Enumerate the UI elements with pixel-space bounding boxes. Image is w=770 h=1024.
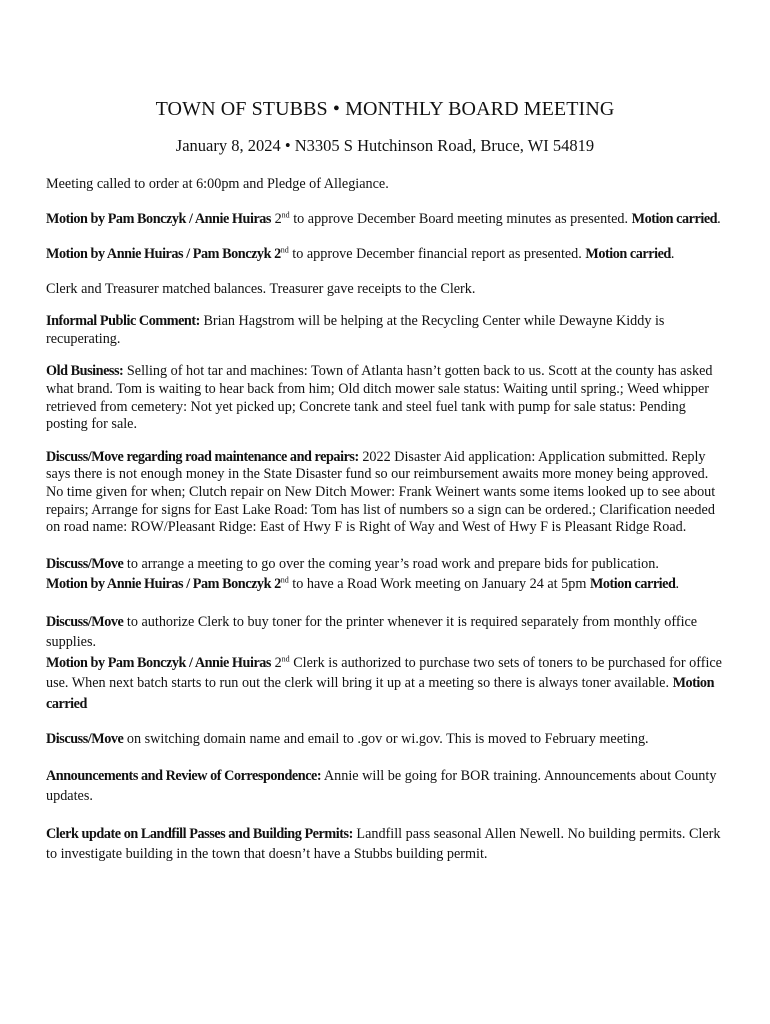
road-work [46, 554, 726, 595]
motion-result: Motion carried [46, 675, 715, 712]
motion-lead: Motion by Pam Bonczyk / Annie Huiras [46, 654, 272, 671]
section-label: Discuss/Move regarding road maintenance and repairs: [46, 448, 359, 465]
section-text: Landfill pass seasonal Allen Newell. No building permits. Clerk to investigate building in the town that doesn’t have a Stubbs building permit. [46, 825, 721, 863]
motion-result: Motion carried [631, 210, 718, 227]
section-text: on switching domain name and email to .gov or wi.gov. This is moved to February meeting. [123, 731, 649, 748]
section-label: Discuss/Move [46, 731, 124, 748]
clerk-update [46, 824, 726, 865]
motion-text: to approve December financial report as presented. [288, 246, 586, 263]
motion-financial [46, 246, 726, 264]
period: . [670, 246, 675, 263]
section-label: Discuss/Move [46, 555, 124, 572]
meeting-date-location: January 8, 2024 • N3305 S Hutchinson Road, Bruce, WI 54819 [175, 136, 595, 155]
ordinal: 2 [274, 210, 282, 227]
motion-lead: Motion by Pam Bonczyk / Annie Huiras [46, 210, 272, 227]
motion-text: Clerk is authorized to purchase two sets of toners to be purchased for office use. When next batch starts to run out the clerk will bring it up at a meeting so there is always toner available. [46, 654, 722, 692]
document-title: TOWN OF STUBBS • MONTHLY BOARD MEETING [155, 98, 615, 120]
section-text: to authorize Clerk to buy toner for the printer whenever it is required separately from monthly office supplies. [46, 613, 698, 651]
motion-minutes [46, 209, 726, 230]
call-to-order: Meeting called to order at 6:00pm and Pledge of Allegiance. [46, 176, 389, 192]
motion-text: to have a Road Work meeting on January 24 at 5pm [288, 576, 590, 593]
old-business [46, 363, 726, 433]
minutes-body [46, 176, 726, 865]
period: . [717, 210, 721, 227]
motion-text: to approve December Board meeting minutes as presented. [289, 210, 632, 227]
section-label: Old Business: [46, 363, 124, 380]
motion-lead: Motion by Annie Huiras / Pam Bonczyk 2 [46, 246, 281, 263]
motion-lead: Motion by Annie Huiras / Pam Bonczyk 2 [46, 576, 281, 593]
motion-result: Motion carried [589, 576, 676, 593]
ordinal-suffix: nd [280, 575, 289, 585]
section-text: 2022 Disaster Aid application: Application submitted. Reply says there is not enough money in the State Disaster fund so our reimbursement awaits more money being approved. No time given for when; Clutch repair on New Ditch Mower: Frank Weinert wants some items looked up to see about repairs; Arrange for signs for East Lake Road: Tom has list of numbers so a sign can be ordered.; Clarification needed on road name: ROW/Pleasant Ridge: East of Hwy F is Right of Way and West of Hwy F is Pleasant Ridge Road. [46, 448, 716, 536]
section-text: Annie will be going for BOR training. Announcements about County updates. [46, 767, 717, 805]
section-text: to arrange a meeting to go over the coming year’s road work and prepare bids for publication. [123, 555, 659, 572]
ordinal-suffix: nd [281, 654, 290, 664]
section-text: Selling of hot tar and machines: Town of Atlanta hasn’t gotten back to us. Scott at the county has asked what brand. Tom is waiting to hear back from him; Old ditch mower sale status: Waiting until spring.; Weed whipper retrieved from cemetery: Not yet picked up; Concrete tank and steel fuel tank with pump for sale status: Pending posting for sale. [46, 363, 713, 433]
section-label: Discuss/Move [46, 613, 124, 630]
ordinal-suffix: nd [280, 245, 289, 255]
public-comment [46, 313, 726, 348]
ordinal-suffix: nd [281, 209, 290, 219]
announcements [46, 766, 726, 807]
balances-note: Clerk and Treasurer matched balances. Treasurer gave receipts to the Clerk. [46, 280, 476, 297]
section-label: Clerk update on Landfill Passes and Building Permits: [46, 825, 353, 842]
motion-result: Motion carried [585, 246, 671, 263]
period: . [675, 576, 679, 593]
section-label: Announcements and Review of Correspondence: [46, 767, 322, 784]
domain-switch [46, 731, 726, 749]
section-text: Brian Hagstrom will be helping at the Recycling Center while Dewayne Kiddy is recuperating. [46, 313, 665, 347]
toner [46, 612, 726, 715]
road-maintenance [46, 449, 726, 537]
ordinal: 2 [274, 654, 282, 671]
section-label: Informal Public Comment: [46, 313, 200, 330]
